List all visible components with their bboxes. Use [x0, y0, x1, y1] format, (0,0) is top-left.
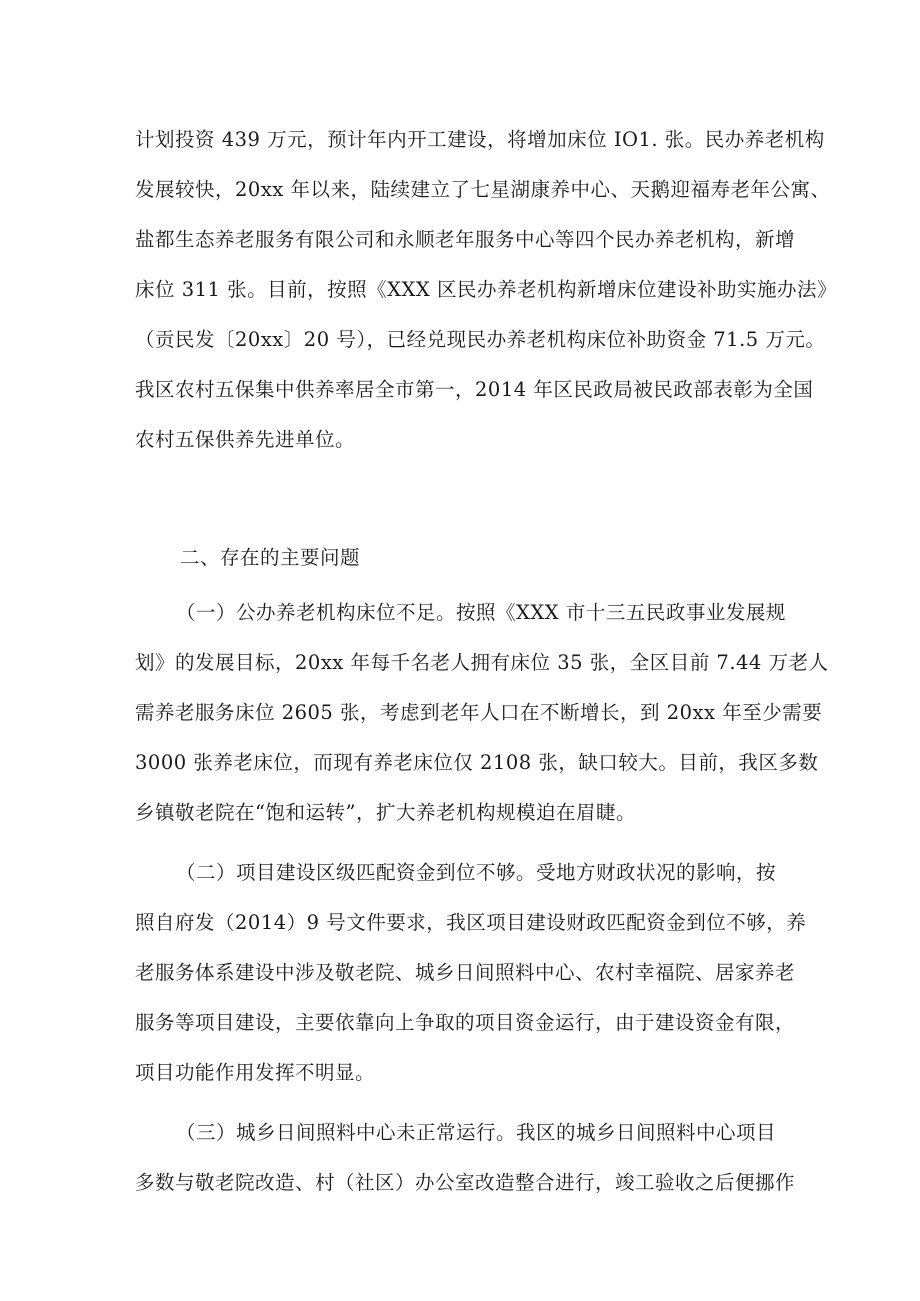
text-line: （贡民发〔20xx〕20 号），已经兑现民办养老机构床位补助资金 71.5 万元。: [135, 328, 826, 351]
text-line: 床位 311 张。目前，按照《XXX 区民办养老机构新增床位建设补助实施办法》: [135, 278, 837, 301]
text-line: 乡镇敬老院在“饱和运转”，扩大养老机构规模迫在眉睫。: [135, 801, 636, 824]
text-line: 老服务体系建设中涉及敬老院、城乡日间照料中心、农村幸福院、居家养老: [135, 961, 796, 984]
text-line: 项目功能作用发挥不明显。: [135, 1061, 376, 1084]
text-line: 计划投资 439 万元，预计年内开工建设，将增加床位 IO1. 张。民办养老机构: [135, 128, 825, 151]
text-line: 3000 张养老床位，而现有养老床位仅 2108 张，缺口较大。目前，我区多数: [135, 751, 819, 774]
text-line: 盐都生态养老服务有限公司和永顺老年服务中心等四个民办养老机构，新增: [135, 228, 796, 251]
text-line: 照自府发（2014）9 号文件要求，我区项目建设财政匹配资金到位不够，养: [135, 911, 807, 934]
text-line: 需养老服务床位 2605 张，考虑到老年人口在不断增长，到 20xx 年至少需要: [135, 701, 823, 724]
text-line: 农村五保供养先进单位。: [135, 428, 356, 451]
text-line: 划》的发展目标，20xx 年每千名老人拥有床位 35 张，全区目前 7.44 万老人: [135, 651, 829, 674]
text-line: （二）项目建设区级匹配资金到位不够。受地方财政状况的影响，按: [176, 861, 777, 884]
text-line: 多数与敬老院改造、村（社区）办公室改造整合进行，竣工验收之后便挪作: [135, 1171, 796, 1194]
text-line: 发展较快，20xx 年以来，陆续建立了七星湖康养中心、天鹅迎福寿老年公寓、: [135, 178, 831, 201]
section-heading: 二、存在的主要问题: [180, 546, 361, 569]
text-line: （一）公办养老机构床位不足。按照《XXX 市十三五民政事业发展规: [176, 601, 786, 624]
text-line: 我区农村五保集中供养率居全市第一，2014 年区民政局被民政部表彰为全国: [135, 378, 814, 401]
text-line: （三）城乡日间照料中心未正常运行。我区的城乡日间照料中心项目: [176, 1121, 777, 1144]
text-line: 服务等项目建设，主要依靠向上争取的项目资金运行，由于建设资金有限，: [135, 1011, 796, 1034]
